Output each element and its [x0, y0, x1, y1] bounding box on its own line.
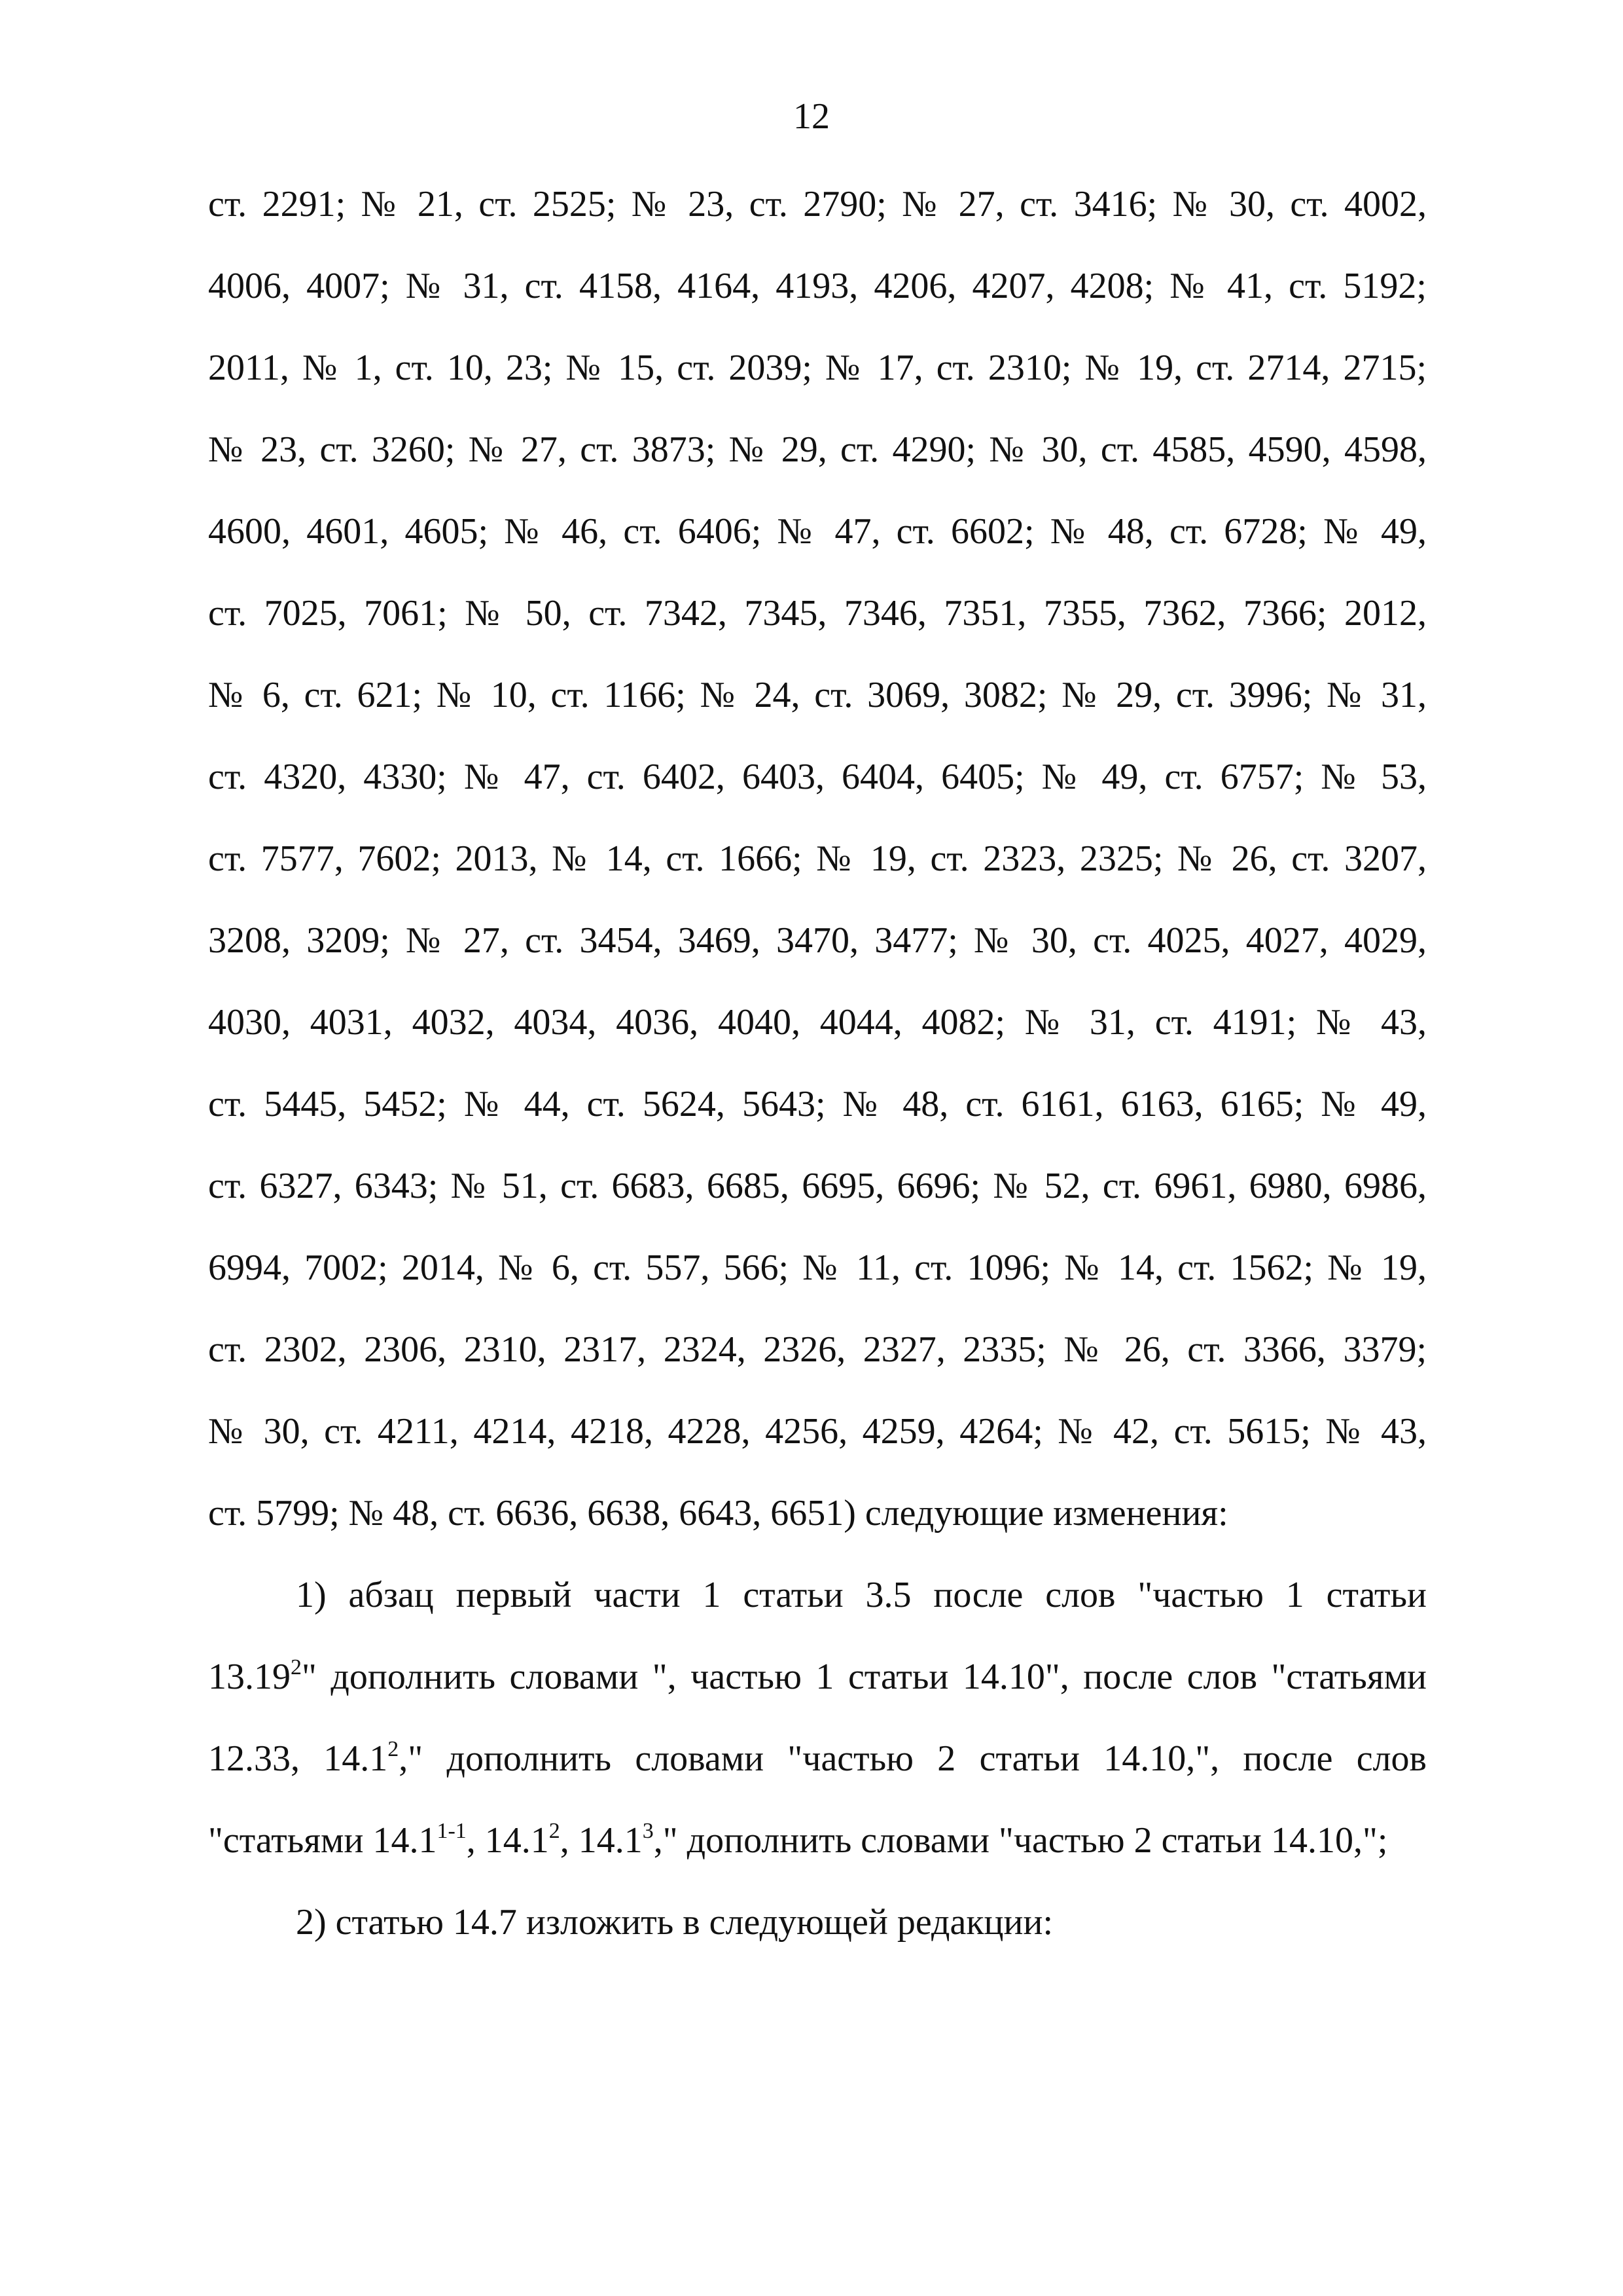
- superscript: 1-1: [437, 1819, 467, 1843]
- citation-line: № 30, ст. 4211, 4214, 4218, 4228, 4256, 4259, 4264; № 42, ст. 5615; № 43,: [208, 1411, 1427, 1452]
- item-1-line-2: [208, 1651, 1427, 1732]
- superscript: 2: [548, 1819, 560, 1843]
- citation-line: № 23, ст. 3260; № 27, ст. 3873; № 29, ст. 4290; № 30, ст. 4585, 4590, 4598,: [208, 429, 1427, 470]
- page-number: 12: [793, 96, 830, 137]
- citation-line: 3208, 3209; № 27, ст. 3454, 3469, 3470, 3477; № 30, ст. 4025, 4027, 4029,: [208, 920, 1427, 961]
- citation-line: 4006, 4007; № 31, ст. 4158, 4164, 4193, 4206, 4207, 4208; № 41, ст. 5192;: [208, 266, 1427, 306]
- item-1-line-1: 1) абзац первый части 1 статьи 3.5 после слов "частью 1 статьи: [296, 1575, 1427, 1615]
- citation-line: ст. 5445, 5452; № 44, ст. 5624, 5643; № 48, ст. 6161, 6163, 6165; № 49,: [208, 1084, 1427, 1124]
- citation-line: 2011, № 1, ст. 10, 23; № 15, ст. 2039; № 17, ст. 2310; № 19, ст. 2714, 2715;: [208, 348, 1427, 388]
- citation-line: 4030, 4031, 4032, 4034, 4036, 4040, 4044, 4082; № 31, ст. 4191; № 43,: [208, 1002, 1427, 1043]
- document-body: [208, 178, 1427, 1978]
- citation-line: ст. 2302, 2306, 2310, 2317, 2324, 2326, 2327, 2335; № 26, ст. 3366, 3379;: [208, 1329, 1427, 1370]
- item-1-text: " дополнить словами ", частью 1 статьи 14.10", после слов "статьями: [302, 1657, 1427, 1697]
- item-1-text: ," дополнить словами "частью 2 статьи 14.10,", после слов: [399, 1738, 1427, 1779]
- item-1-text: "статьями 14.1: [208, 1820, 437, 1861]
- citation-line: № 6, ст. 621; № 10, ст. 1166; № 24, ст. 3069, 3082; № 29, ст. 3996; № 31,: [208, 675, 1427, 715]
- item-1-text: , 14.1: [466, 1820, 549, 1861]
- citation-line: ст. 7577, 7602; 2013, № 14, ст. 1666; № 19, ст. 2323, 2325; № 26, ст. 3207,: [208, 838, 1427, 879]
- item-1-line-3: [208, 1732, 1427, 1814]
- citation-line: 4600, 4601, 4605; № 46, ст. 6406; № 47, ст. 6602; № 48, ст. 6728; № 49,: [208, 511, 1427, 552]
- citation-line-final: ст. 5799; № 48, ст. 6636, 6638, 6643, 6651) следующие изменения:: [208, 1493, 1228, 1534]
- item-1-text: , 14.1: [560, 1820, 643, 1861]
- item-1-text: 13.19: [208, 1657, 291, 1697]
- citation-line: ст. 7025, 7061; № 50, ст. 7342, 7345, 7346, 7351, 7355, 7362, 7366; 2012,: [208, 593, 1427, 634]
- item-2-line-1: 2) статью 14.7 изложить в следующей редакции:: [296, 1902, 1053, 1943]
- item-1-text: 12.33, 14.1: [208, 1738, 388, 1779]
- item-1-line-4: [208, 1814, 1427, 1896]
- citation-line: ст. 2291; № 21, ст. 2525; № 23, ст. 2790; № 27, ст. 3416; № 30, ст. 4002,: [208, 184, 1427, 224]
- citation-line: ст. 6327, 6343; № 51, ст. 6683, 6685, 6695, 6696; № 52, ст. 6961, 6980, 6986,: [208, 1166, 1427, 1206]
- superscript: 3: [642, 1819, 654, 1843]
- item-1-text: ," дополнить словами "частью 2 статьи 14.10,";: [653, 1820, 1388, 1861]
- citation-line: ст. 4320, 4330; № 47, ст. 6402, 6403, 6404, 6405; № 49, ст. 6757; № 53,: [208, 757, 1427, 797]
- superscript: 2: [291, 1655, 302, 1679]
- superscript: 2: [387, 1737, 399, 1761]
- citation-line: 6994, 7002; 2014, № 6, ст. 557, 566; № 11, ст. 1096; № 14, ст. 1562; № 19,: [208, 1247, 1427, 1288]
